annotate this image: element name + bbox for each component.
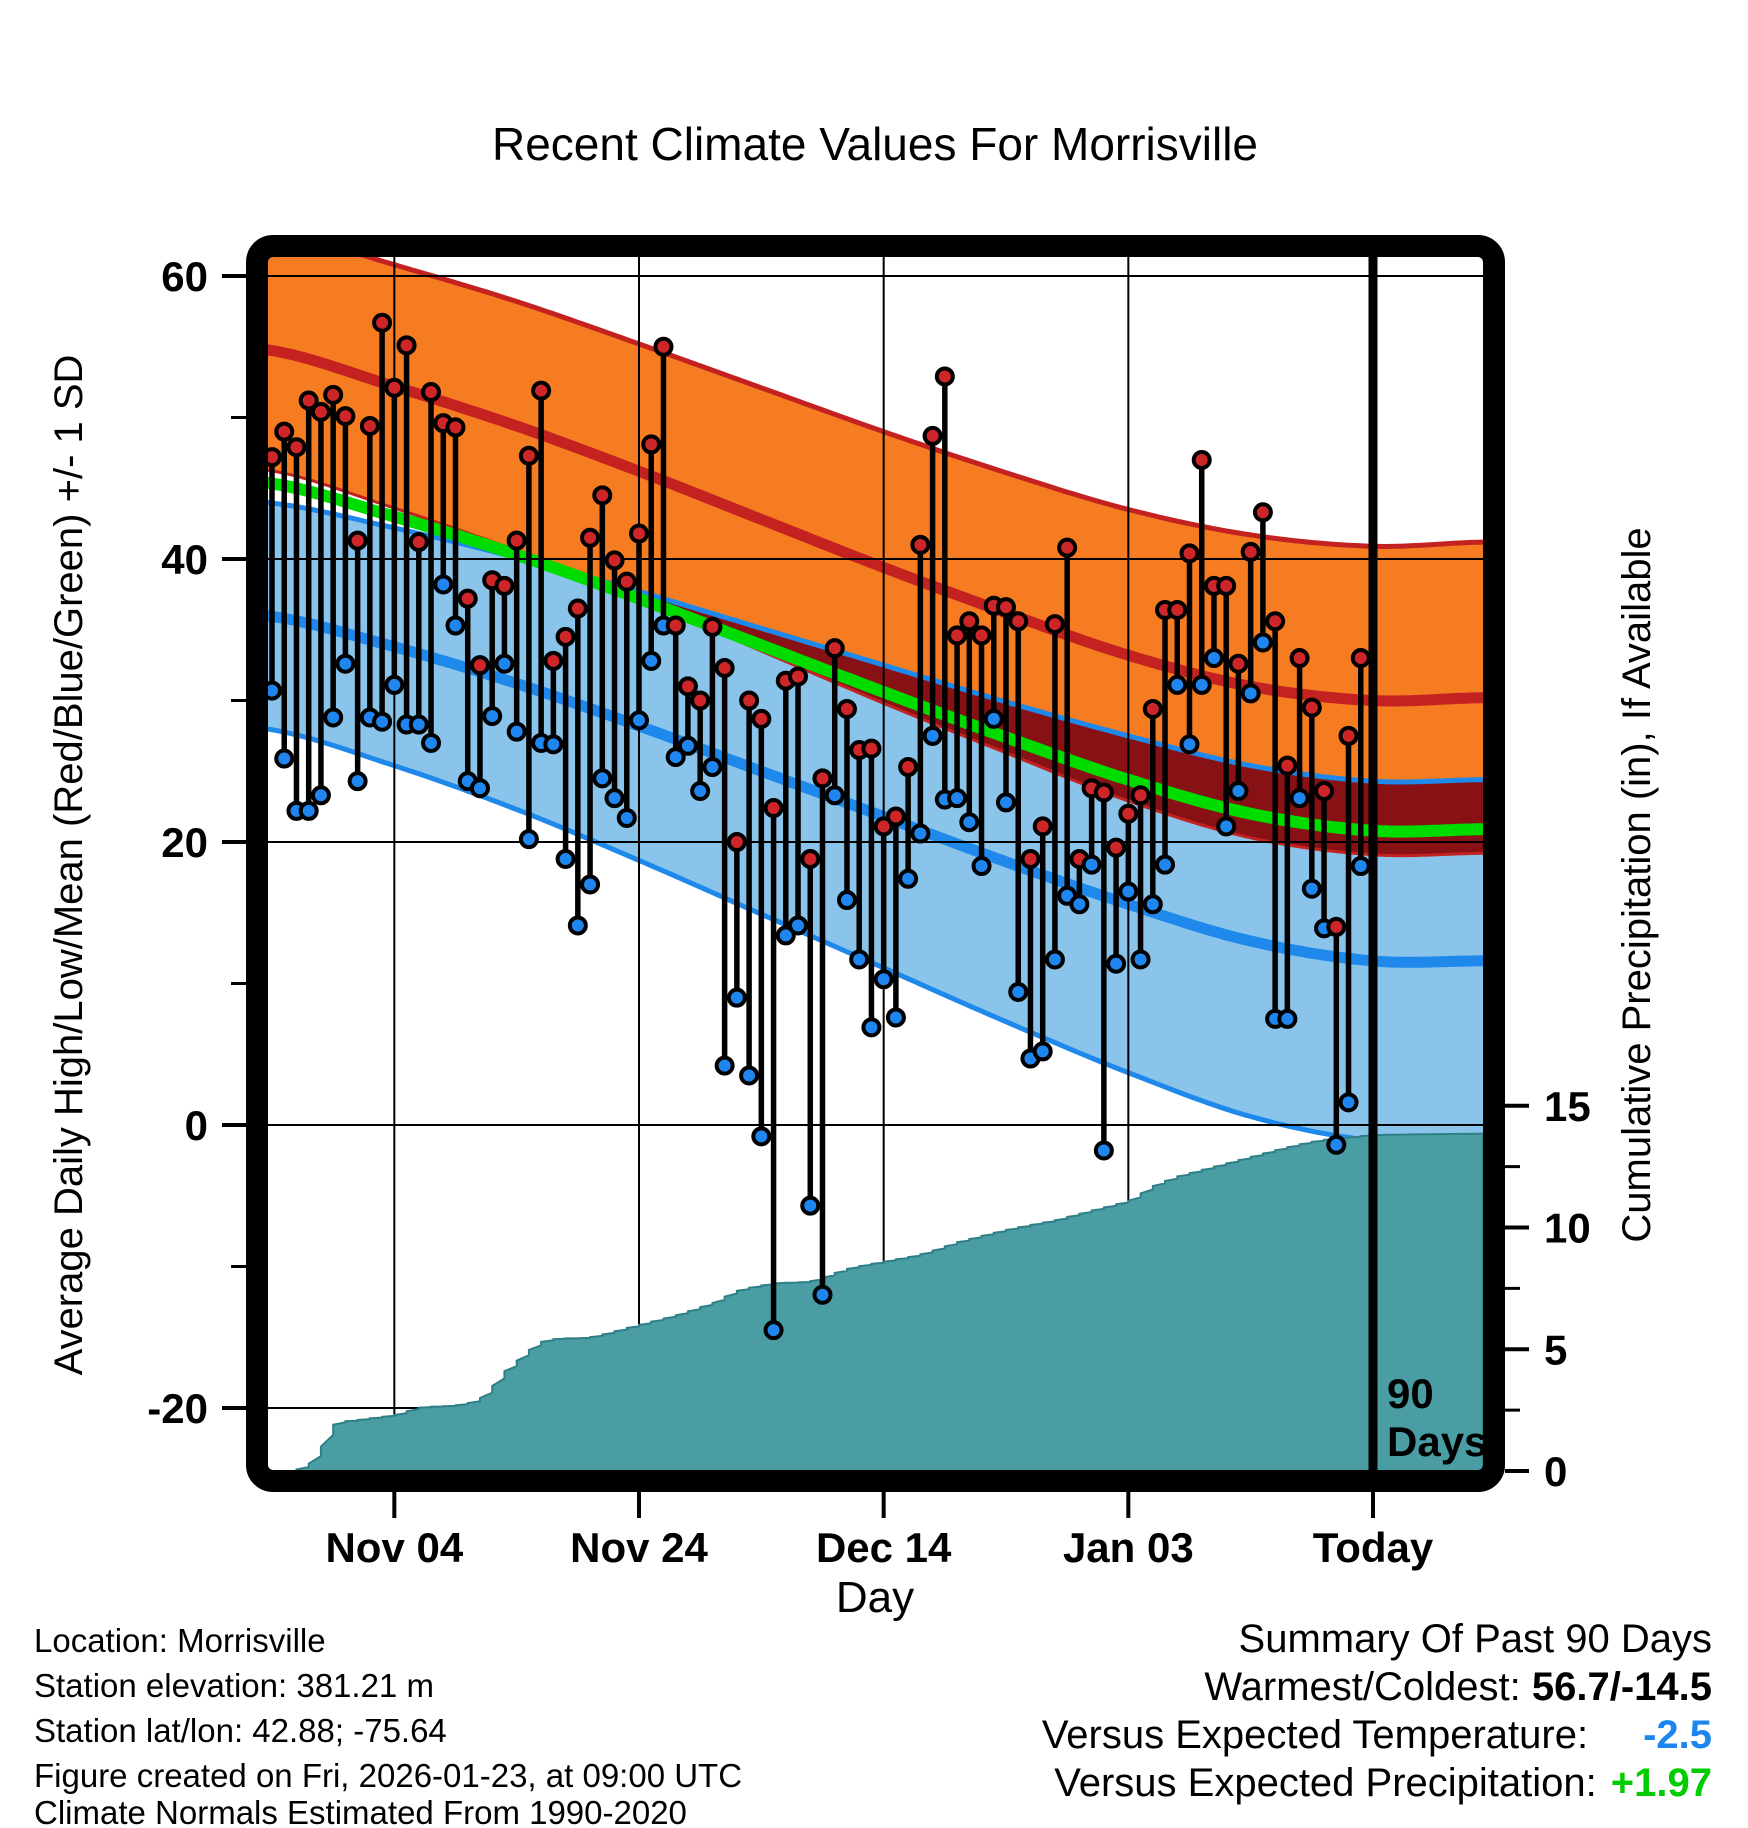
daily-high-dot (447, 419, 463, 435)
daily-high-dot (839, 701, 855, 717)
daily-high-dot (570, 601, 586, 617)
daily-low-dot (643, 653, 659, 669)
daily-low-dot (1194, 677, 1210, 693)
daily-high-dot (1304, 700, 1320, 716)
daily-low-dot (766, 1322, 782, 1338)
daily-high-dot (790, 668, 806, 684)
daily-low-dot (1304, 881, 1320, 897)
daily-high-dot (1341, 728, 1357, 744)
daily-low-dot (900, 871, 916, 887)
daily-low-dot (814, 1287, 830, 1303)
daily-high-dot (288, 439, 304, 455)
daily-high-dot (961, 613, 977, 629)
daily-low-dot (447, 618, 463, 634)
daily-high-dot (717, 660, 733, 676)
daily-high-dot (974, 627, 990, 643)
daily-high-dot (460, 591, 476, 607)
daily-high-dot (900, 759, 916, 775)
daily-high-dot (399, 337, 415, 353)
footer-elevation: Station elevation: 381.21 m (34, 1667, 434, 1704)
y-right-tick-label-5: 5 (1544, 1326, 1568, 1374)
daily-low-dot (790, 917, 806, 933)
daily-high-dot (1010, 613, 1026, 629)
daily-high-dot (545, 653, 561, 669)
y-left-axis-label: Average Daily High/Low/Mean (Red/Blue/Green) +/- 1 SD (47, 354, 91, 1376)
daily-high-dot (1133, 787, 1149, 803)
daily-high-dot (1230, 656, 1246, 672)
daily-low-dot (1108, 956, 1124, 972)
daily-high-dot (374, 315, 390, 331)
daily-low-dot (325, 709, 341, 725)
ninety-days-annotation-line2: Days (1387, 1418, 1488, 1465)
daily-high-dot (594, 487, 610, 503)
daily-high-dot (337, 408, 353, 424)
y-left-tick-label-40: 40 (161, 536, 208, 583)
daily-high-dot (1096, 784, 1112, 800)
daily-high-dot (386, 380, 402, 396)
daily-high-dot (411, 534, 427, 550)
daily-low-dot (1206, 650, 1222, 666)
daily-high-dot (704, 619, 720, 635)
daily-low-dot (1157, 857, 1173, 873)
x-tick-label-Dec14: Dec 14 (815, 1524, 952, 1571)
daily-high-dot (1292, 650, 1308, 666)
footer-created: Figure created on Fri, 2026-01-23, at 09:00 UTC (34, 1757, 743, 1794)
daily-high-dot (1047, 616, 1063, 632)
daily-low-dot (1071, 896, 1087, 912)
daily-low-dot (509, 724, 525, 740)
daily-low-dot (521, 831, 537, 847)
summary-vs-precipitation-label: Versus Expected Precipitation: (1054, 1761, 1597, 1805)
summary-heading: Summary Of Past 90 Days (1238, 1617, 1712, 1661)
daily-high-dot (350, 533, 366, 549)
footer-latlon: Station lat/lon: 42.88; -75.64 (34, 1712, 447, 1749)
daily-low-dot (680, 738, 696, 754)
daily-high-dot (1169, 602, 1185, 618)
daily-low-dot (1047, 951, 1063, 967)
daily-low-dot (1279, 1011, 1295, 1027)
daily-low-dot (337, 656, 353, 672)
daily-low-dot (1341, 1094, 1357, 1110)
summary-vs-temperature-label: Versus Expected Temperature: (1041, 1713, 1589, 1757)
cumulative-precip-fill (290, 1134, 1483, 1471)
daily-low-dot (839, 892, 855, 908)
daily-low-dot (374, 714, 390, 730)
daily-low-dot (1120, 884, 1136, 900)
daily-low-dot (1353, 858, 1369, 874)
daily-high-dot (1267, 613, 1283, 629)
daily-low-dot (1010, 984, 1026, 1000)
daily-low-dot (1145, 896, 1161, 912)
daily-low-dot (423, 735, 439, 751)
x-tick-label-Today: Today (1312, 1524, 1434, 1571)
daily-low-dot (863, 1019, 879, 1035)
daily-low-dot (1169, 677, 1185, 693)
daily-low-dot (704, 759, 720, 775)
daily-high-dot (1316, 783, 1332, 799)
daily-high-dot (1145, 701, 1161, 717)
daily-high-dot (472, 657, 488, 673)
daily-high-dot (937, 368, 953, 384)
daily-low-dot (558, 851, 574, 867)
daily-low-dot (1328, 1137, 1344, 1153)
y-left-tick-label--20: -20 (147, 1385, 208, 1432)
daily-high-dot (753, 711, 769, 727)
daily-low-dot (692, 783, 708, 799)
daily-low-dot (753, 1128, 769, 1144)
daily-high-dot (741, 693, 757, 709)
daily-high-dot (1255, 504, 1271, 520)
summary-warmest-coldest-label: Warmest/Coldest: (1204, 1665, 1532, 1709)
daily-high-dot (1181, 545, 1197, 561)
daily-high-dot (729, 834, 745, 850)
daily-low-dot (802, 1198, 818, 1214)
daily-low-dot (411, 717, 427, 733)
daily-low-dot (313, 787, 329, 803)
daily-high-dot (631, 526, 647, 542)
y-left-tick-label-20: 20 (161, 819, 208, 866)
daily-low-dot (717, 1058, 733, 1074)
summary-vs-temperature (1042, 1713, 1712, 1757)
daily-low-dot (1218, 818, 1234, 834)
daily-low-dot (925, 728, 941, 744)
daily-low-dot (741, 1067, 757, 1083)
daily-low-dot (1255, 634, 1271, 650)
daily-low-dot (582, 876, 598, 892)
daily-low-dot (276, 751, 292, 767)
daily-low-dot (729, 990, 745, 1006)
daily-high-dot (1243, 544, 1259, 560)
y-right-tick-label-10: 10 (1544, 1204, 1591, 1252)
y-right-axis-label: Cumulative Precipitation (in), If Available (1615, 527, 1659, 1243)
cumulative-precip-area (290, 1134, 1483, 1471)
daily-low-dot (484, 708, 500, 724)
daily-high-dot (533, 383, 549, 399)
x-axis-label: Day (835, 1573, 915, 1622)
daily-low-dot (1084, 857, 1100, 873)
daily-high-dot (863, 741, 879, 757)
daily-low-dot (1243, 685, 1259, 701)
daily-low-dot (1133, 951, 1149, 967)
ninety-days-annotation-line1: 90 (1387, 1370, 1434, 1417)
daily-low-dot (888, 1009, 904, 1025)
daily-high-dot (827, 640, 843, 656)
daily-high-dot (802, 851, 818, 867)
daily-low-dot (386, 677, 402, 693)
daily-high-dot (692, 693, 708, 709)
daily-low-dot (961, 814, 977, 830)
footer-normals: Climate Normals Estimated From 1990-2020 (34, 1794, 687, 1828)
daily-low-dot (1181, 736, 1197, 752)
daily-low-dot (619, 810, 635, 826)
daily-high-dot (766, 800, 782, 816)
daily-high-dot (912, 537, 928, 553)
daily-high-dot (362, 418, 378, 434)
daily-low-dot (912, 826, 928, 842)
daily-high-dot (998, 599, 1014, 615)
daily-low-dot (496, 656, 512, 672)
daily-low-dot (998, 794, 1014, 810)
daily-high-dot (1328, 919, 1344, 935)
daily-high-dot (680, 678, 696, 694)
daily-high-dot (814, 770, 830, 786)
x-tick-label-Nov24: Nov 24 (570, 1524, 708, 1571)
daily-low-dot (594, 770, 610, 786)
daily-high-dot (949, 627, 965, 643)
daily-low-dot (827, 787, 843, 803)
daily-low-dot (949, 790, 965, 806)
daily-low-dot (570, 917, 586, 933)
daily-low-dot (851, 951, 867, 967)
daily-high-dot (496, 578, 512, 594)
chart-title: Recent Climate Values For Morrisville (491, 118, 1259, 170)
daily-high-dot (423, 384, 439, 400)
summary-vs-precipitation-value: +1.97 (1610, 1761, 1712, 1805)
daily-low-dot (1292, 790, 1308, 806)
daily-low-dot (1035, 1043, 1051, 1059)
summary-vs-temperature-value: -2.5 (1643, 1713, 1712, 1757)
daily-high-dot (1059, 540, 1075, 556)
x-tick-label-Jan03: Jan 03 (1062, 1524, 1194, 1571)
daily-high-dot (668, 618, 684, 634)
x-tick-label-Nov04: Nov 04 (325, 1524, 464, 1571)
summary-warmest-coldest-value: 56.7/-14.5 (1531, 1665, 1712, 1709)
daily-high-dot (1194, 452, 1210, 468)
daily-high-dot (655, 339, 671, 355)
daily-low-dot (435, 576, 451, 592)
daily-high-dot (558, 629, 574, 645)
y-right-tick-label-15: 15 (1544, 1082, 1591, 1130)
daily-high-dot (1035, 818, 1051, 834)
summary-warmest-coldest (1204, 1665, 1712, 1709)
daily-high-dot (643, 436, 659, 452)
daily-high-dot (1218, 578, 1234, 594)
daily-low-dot (986, 711, 1002, 727)
daily-high-dot (1108, 840, 1124, 856)
daily-high-dot (509, 533, 525, 549)
daily-high-dot (1279, 758, 1295, 774)
daily-high-dot (1022, 851, 1038, 867)
daily-high-dot (619, 574, 635, 590)
y-left-tick-label-60: 60 (161, 253, 208, 300)
y-right-tick-label-0: 0 (1544, 1448, 1568, 1495)
daily-low-dot (876, 971, 892, 987)
daily-low-dot (301, 803, 317, 819)
summary-block (1042, 1617, 1712, 1805)
daily-high-dot (276, 424, 292, 440)
y-left-tick-label-0: 0 (184, 1102, 208, 1149)
daily-low-dot (1230, 783, 1246, 799)
footer-info-block (34, 1622, 742, 1828)
daily-high-dot (607, 552, 623, 568)
daily-low-dot (350, 773, 366, 789)
daily-high-dot (313, 404, 329, 420)
daily-high-dot (925, 428, 941, 444)
daily-high-dot (325, 387, 341, 403)
daily-low-dot (545, 736, 561, 752)
daily-low-dot (631, 712, 647, 728)
daily-high-dot (1120, 806, 1136, 822)
daily-high-dot (1353, 650, 1369, 666)
daily-high-dot (582, 530, 598, 546)
daily-high-dot (521, 448, 537, 464)
daily-low-dot (974, 858, 990, 874)
summary-vs-precipitation (1054, 1761, 1712, 1805)
daily-low-dot (607, 790, 623, 806)
footer-location: Location: Morrisville (34, 1622, 326, 1659)
daily-low-dot (472, 780, 488, 796)
daily-low-dot (1096, 1142, 1112, 1158)
daily-high-dot (888, 809, 904, 825)
